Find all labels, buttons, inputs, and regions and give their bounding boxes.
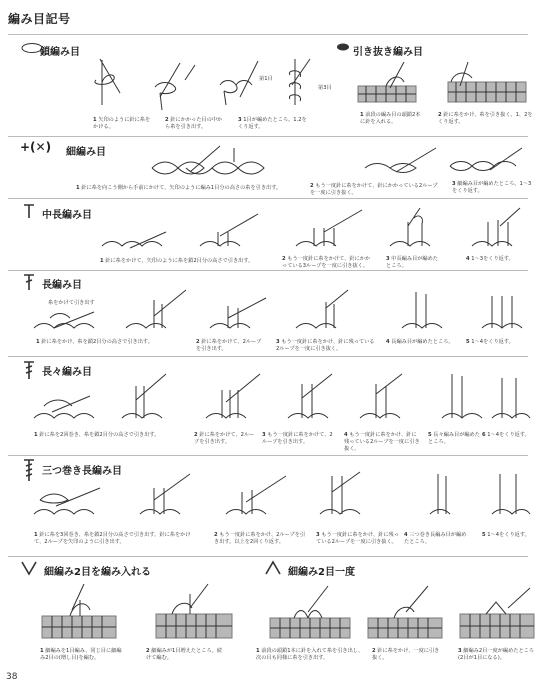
treble-step-2: 2 針に糸をかけて、2ループを引き出す。 [194,432,255,445]
triple-treble-step-5: 5 1〜4をくり返す。 [482,532,530,538]
double-step-5: 5 1〜4をくり返す。 [466,339,514,345]
triple-treble-step-1: 1 針に糸を3回巻き、糸を鎖2目分の高さで引き出す。針に糸をかけて、2ループを矢印のように引き出す。 [34,532,191,545]
double-illustrations [30,288,530,338]
divider [8,556,528,557]
triple-treble-step-2: 2 もう一度針に糸をかけ、2ループを引き出す。以上を2回くり返す。 [214,532,306,545]
chain-label-1: 第1目 [259,76,273,82]
sc-dec-step-3: 3 細編み2目一度が編めたところ(2目が1目になる)。 [458,648,535,661]
slip-illustrations [356,58,531,113]
triple-treble-illustrations [30,470,530,528]
sc-inc-step-2: 2 細編みが1目増えたところ。続けて編む。 [146,648,223,661]
single-step-2: 2 もう一度針に糸をかけて、針にかかっている2ループを一度に引き抜く。 [310,183,438,196]
double-step-2: 2 針に糸をかけて、2ループを引き出す。 [196,339,262,352]
single-crochet-symbol-icon: +(✕) [20,140,52,154]
treble-title: 長々編み目 [42,367,92,378]
chain-step-1: 1 矢印のように針に糸をかける。 [93,117,151,130]
divider [8,34,528,35]
half-double-title: 中長編み目 [42,210,92,221]
triple-treble-title: 三つ巻き長編み目 [42,466,122,477]
divider [8,136,528,137]
half-double-step-2: 2 もう一度針に糸をかけて、針にかかっている3ループを一度に引き抜く。 [282,256,371,269]
sc-dec-illustrations [268,580,536,642]
page-number: 38 [6,672,18,682]
sc-inc-title: 細編み2目を編み入れる [44,567,151,578]
chain-illustrations [90,55,320,115]
slip-step-2: 2 針に糸をかけ、糸を引き抜く。1、2をくり返す。 [438,112,533,125]
sc-dec-title: 細編み2目一度 [288,567,355,578]
chain-label-3: 第3目 [318,85,332,91]
sc-decrease-symbol-icon [264,560,282,576]
divider [8,356,528,357]
half-double-illustrations [100,206,530,258]
single-title: 細編み目 [66,147,106,158]
single-step-1: 1 針に糸を向こう側から手前にかけて、矢印のように編み1目分の高さの糸を引き出す。 [76,185,282,191]
divider [8,198,528,199]
sc-inc-illustrations [40,580,240,642]
double-step-3: 3 もう一度針に糸をかけ、針に残っている2ループを一度に引き抜く。 [276,339,375,352]
chain-step-2: 2 針にかかった目の中から糸を引き出す。 [165,117,223,130]
double-label: 糸をかけて引き出す [48,300,95,306]
treble-step-4: 4 もう一度針に糸をかけ、針に残っている2ループを一度に引き抜く。 [344,432,420,452]
slip-symbol-icon [336,42,350,52]
slip-step-1: 1 前段の編み目の頭鎖2本に針を入れる。 [360,112,421,125]
treble-step-6: 6 1〜4をくり返す。 [482,432,530,438]
treble-step-5: 5 長々編み目が編めたところ。 [428,432,480,445]
double-title: 長編み目 [42,280,82,291]
half-double-symbol-icon [22,203,36,219]
triple-treble-step-3: 3 もう一度針に糸をかけ、針に残っている2ループを一度に引き抜く。 [316,532,399,545]
sc-dec-step-1: 1 前段の頭鎖1本に針を入れて糸を引き出し、次の目も同様に糸を引き出す。 [256,648,364,661]
double-step-1: 1 針に糸をかけ、糸を鎖2目分の高さで引き出す。 [36,339,153,345]
treble-illustrations [30,372,530,430]
divider [8,455,528,456]
chain-title: 鎖編み目 [40,47,80,58]
half-double-step-4: 4 1〜3をくり返す。 [466,256,514,262]
half-double-step-1: 1 針に糸をかけて、矢印のように糸を鎖2目分の高さで引き出す。 [100,258,254,264]
sc-dec-step-2: 2 針に糸をかけ、一度に引き抜く。 [372,648,440,661]
chain-step-3: 3 1目が編めたところ。1.2をくり返す。 [238,117,307,130]
double-step-4: 4 長編み目が編めたところ。 [386,339,454,345]
slip-title: 引き抜き編み目 [353,47,423,58]
divider [8,270,528,271]
page-title: 編み目記号 [8,12,71,26]
sc-inc-step-1: 1 細編みを1目編み、同じ目に細編み2目の(増し目)を編む。 [40,648,122,661]
triple-treble-step-4: 4 三つ巻き長編み目が編めたところ。 [404,532,467,545]
single-step-3: 3 細編み目が編めたところ。1〜3をくり返す。 [452,181,532,194]
sc-increase-symbol-icon [20,560,38,576]
treble-step-3: 3 もう一度針に糸をかけて、2ループを引き出す。 [262,432,333,445]
treble-step-1: 1 針に糸を2回巻き、糸を鎖2目分の高さで引き出す。 [34,432,160,438]
half-double-step-3: 3 中長編み目が編めたところ。 [386,256,438,269]
